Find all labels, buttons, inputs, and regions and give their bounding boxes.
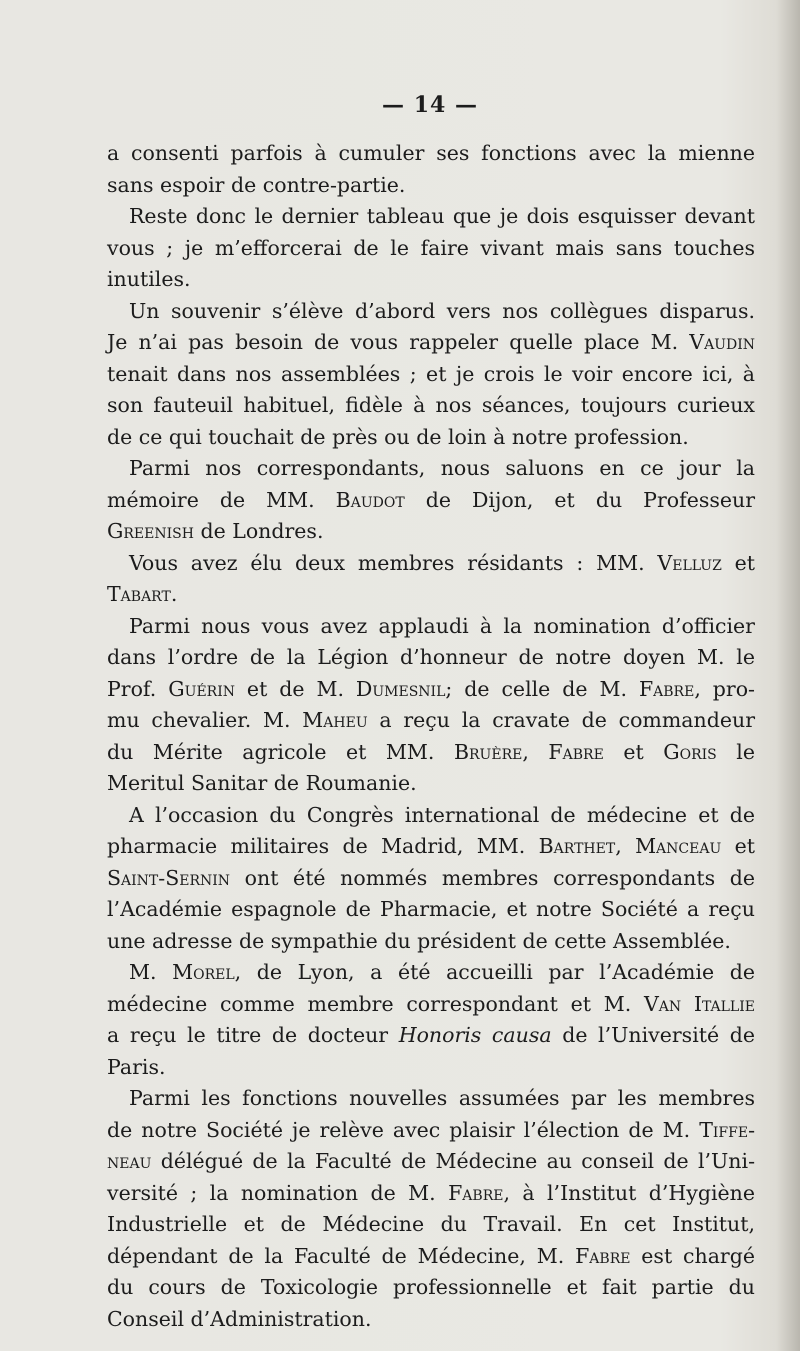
name-small-caps: Guérin — [168, 676, 235, 701]
text-line — [107, 422, 755, 454]
name-small-caps: Manceau — [635, 834, 722, 858]
text-segment: une adresse de sympathie du président de cette Assemblée. — [107, 928, 731, 953]
name-small-caps: Vaudin — [689, 330, 755, 354]
text-segment: Parmi nos correspondants, nous saluons en ce jour la — [129, 456, 755, 480]
name-small-caps: Barthet — [538, 834, 616, 858]
text-segment: de Dijon, et du Professeur — [404, 487, 755, 512]
italic-text: Honoris causa — [398, 1023, 552, 1047]
text-line — [107, 831, 755, 863]
text-segment: médecine comme membre correspondant et M. — [107, 991, 644, 1016]
text-segment: versité ; la nomination de M. — [107, 1180, 449, 1205]
text-line — [107, 1209, 755, 1241]
text-segment: délégué de la Faculté de Médecine au conseil de l’Uni- — [151, 1149, 755, 1173]
text-line — [107, 1241, 755, 1273]
text-segment: et — [603, 739, 664, 764]
text-line — [107, 705, 755, 737]
text-segment: inutiles. — [107, 267, 191, 291]
text-line — [107, 1146, 755, 1178]
text-line — [107, 516, 755, 548]
name-small-caps: Baudot — [335, 487, 405, 512]
name-small-caps: Tiffe- — [699, 1117, 755, 1142]
text-line — [107, 611, 755, 643]
text-segment: Conseil d’Administration. — [107, 1306, 372, 1331]
text-segment: Je n’ai pas besoin de vous rappeler quelle place M. — [107, 330, 690, 354]
text-segment: le — [716, 739, 755, 764]
text-line — [107, 737, 755, 769]
text-segment: du Mérite agricole et MM. — [107, 739, 454, 764]
text-segment: du cours de Toxicologie professionnelle et fait partie du — [107, 1275, 755, 1299]
text-line — [107, 201, 755, 233]
text-segment: M. — [129, 960, 173, 984]
text-line — [107, 485, 755, 517]
text-line — [107, 1115, 755, 1147]
text-line — [107, 233, 755, 265]
text-line — [107, 579, 755, 611]
name-small-caps: Tabart — [107, 582, 171, 606]
text-segment: l’Académie espagnole de Pharmacie, et notre Société a reçu — [107, 897, 755, 921]
text-line — [107, 327, 755, 359]
text-segment: mu chevalier. M. — [107, 708, 303, 732]
text-line — [107, 863, 755, 895]
text-segment: et — [721, 834, 755, 858]
text-segment: sans espoir de contre-partie. — [107, 172, 406, 197]
text-line — [107, 894, 755, 926]
text-segment: Reste donc le dernier tableau que je dois esquisser devant — [129, 204, 755, 228]
page-number: — 14 — — [382, 92, 478, 118]
name-small-caps: Goris — [663, 739, 717, 764]
text-segment: de ce qui touchait de près ou de loin à notre profession. — [107, 424, 689, 449]
name-small-caps: Velluz — [657, 550, 722, 575]
name-small-caps: Van Itallie — [643, 991, 755, 1016]
text-line — [107, 548, 755, 580]
text-segment: , à l’Institut d’Hygiène — [503, 1180, 755, 1205]
text-segment: Vous avez élu deux membres résidants : MM. — [129, 550, 658, 575]
text-segment: son fauteuil habituel, fidèle à nos séances, toujours curieux — [107, 393, 755, 417]
text-line — [107, 138, 755, 170]
text-segment: Paris. — [107, 1054, 166, 1079]
text-line — [107, 1178, 755, 1210]
name-small-caps: Greenish — [107, 519, 194, 543]
text-line — [107, 453, 755, 485]
name-small-caps: Fabre — [638, 676, 695, 701]
text-line — [107, 800, 755, 832]
text-segment: a consenti parfois à cumuler ses fonctions avec la mienne — [107, 141, 755, 165]
text-segment: pharmacie militaires de Madrid, MM. — [107, 834, 539, 858]
text-segment: Un souvenir s’élève d’abord vers nos collègues disparus. — [129, 298, 755, 323]
text-line — [107, 1052, 755, 1084]
name-small-caps: Maheu — [302, 708, 368, 732]
text-line — [107, 768, 755, 800]
text-line — [107, 1020, 755, 1052]
text-line — [107, 1083, 755, 1115]
name-small-caps: neau — [107, 1149, 152, 1173]
text-segment: ; de celle de M. — [445, 676, 639, 701]
text-line — [107, 957, 755, 989]
text-line — [107, 170, 755, 202]
text-line — [107, 1272, 755, 1304]
text-segment: . — [170, 582, 178, 606]
text-segment: dépendant de la Faculté de Médecine, M. — [107, 1243, 576, 1268]
text-segment: est chargé — [630, 1243, 755, 1268]
name-small-caps: Fabre — [548, 739, 604, 764]
text-line — [107, 264, 755, 296]
text-segment: Meritul Sanitar de Roumanie. — [107, 771, 417, 795]
text-segment: , pro- — [694, 676, 755, 701]
name-small-caps: Fabre — [448, 1180, 504, 1205]
text-segment: mémoire de MM. — [107, 487, 336, 512]
text-segment: et de M. — [234, 676, 356, 701]
name-small-caps: Bruère — [453, 739, 523, 764]
text-line — [107, 390, 755, 422]
body-text — [107, 138, 755, 1335]
text-line — [107, 1304, 755, 1336]
text-segment: vous ; je m’efforcerai de le faire vivant mais sans touches — [107, 235, 755, 260]
text-line — [107, 674, 755, 706]
text-segment: de l’Université de — [551, 1023, 755, 1047]
text-line — [107, 926, 755, 958]
text-segment: a reçu la cravate de commandeur — [367, 708, 755, 732]
name-small-caps: Morel — [172, 960, 235, 984]
text-segment: ont été nommés membres correspondants de — [230, 865, 755, 890]
text-segment: de Londres. — [193, 519, 324, 543]
text-line — [107, 642, 755, 674]
name-small-caps: Saint-Sernin — [107, 865, 231, 890]
text-segment: , — [615, 834, 636, 858]
name-small-caps: Fabre — [575, 1243, 631, 1268]
text-segment: Parmi les fonctions nouvelles assumées par les membres — [129, 1086, 755, 1110]
text-segment: dans l’ordre de la Légion d’honneur de notre doyen M. le — [107, 645, 755, 669]
text-line — [107, 359, 755, 391]
text-segment: A l’occasion du Congrès international de médecine et de — [129, 802, 755, 827]
text-segment: Parmi nous vous avez applaudi à la nomination d’officier — [129, 613, 755, 638]
name-small-caps: Dumesnil — [355, 676, 446, 701]
text-segment: et — [721, 550, 755, 575]
text-segment: a reçu le titre de docteur — [107, 1023, 399, 1047]
text-line — [107, 296, 755, 328]
text-segment: , — [522, 739, 549, 764]
text-segment: Prof. — [107, 676, 169, 701]
text-segment: Industrielle et de Médecine du Travail. En cet Institut, — [107, 1212, 755, 1236]
text-segment: de notre Société je relève avec plaisir l’élection de M. — [107, 1117, 700, 1142]
text-segment: tenait dans nos assemblées ; et je crois le voir encore ici, à — [107, 361, 755, 386]
text-line — [107, 989, 755, 1021]
text-segment: , de Lyon, a été accueilli par l’Académie de — [234, 960, 755, 984]
